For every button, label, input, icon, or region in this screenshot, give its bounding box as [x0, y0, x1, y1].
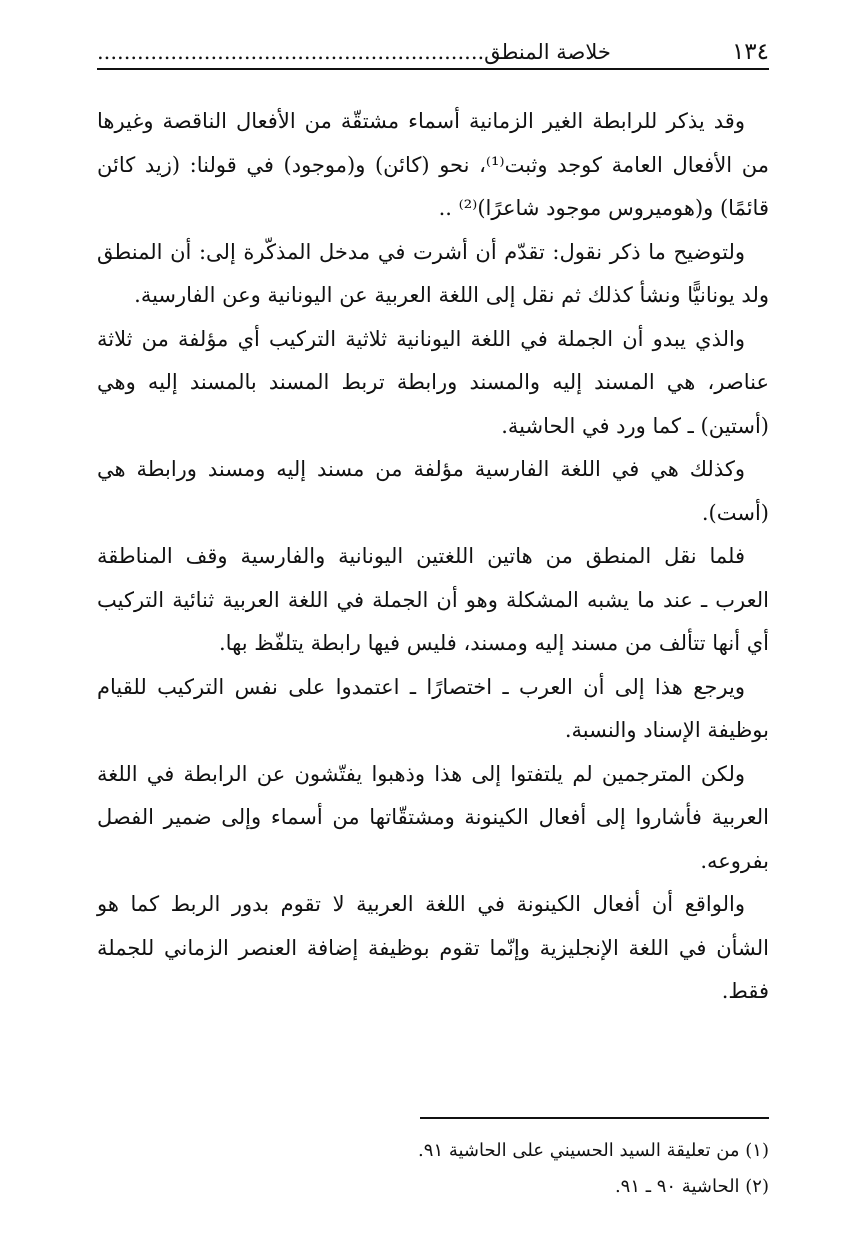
paragraph: ولكن المترجمين لم يلتفتوا إلى هذا وذهبوا يفتّشون عن الرابطة في اللغة العربية فأشاروا إلى أفعال الكينونة ومشتقّاتها من أسماء وإلى ضمير الفصل بفروعه. [97, 761, 769, 873]
paragraph: وكذلك هي في اللغة الفارسية مؤلفة من مسند إليه ومسند ورابطة هي (أست). [97, 457, 769, 525]
body-text [97, 100, 769, 1014]
footnote: (٢) الحاشية ٩٠ ـ ٩١. [614, 1176, 769, 1197]
paragraph: وقد يذكر للرابطة الغير الزمانية أسماء مشتقّة من الأفعال الناقصة وغيرها من الأفعال العامة كوجد وثبت⁽¹⁾، نحو (كائن) و(موجود) في قولنا: (زيد كائن قائمًا) و(هوميروس موجود شاعرًا)⁽²⁾ .. [97, 109, 769, 220]
paragraph: فلما نقل المنطق من هاتين اللغتين اليونانية والفارسية وقف المناطقة العرب ـ عند ما يشبه المشكلة وهو أن الجملة في اللغة العربية ثنائية التركيب أي أنها تتألف من مسند إليه ومسند، فليس فيها رابطة يتلفّظ بها. [97, 544, 769, 655]
page-number: ١٣٤ [731, 39, 769, 65]
paragraph: ولتوضيح ما ذكر نقول: تقدّم أن أشرت في مدخل المذكّرة إلى: أن المنطق ولد يونانيًّا ونشأ كذلك ثم نقل إلى اللغة العربية عن اليونانية وعن الفارسية. [97, 239, 769, 307]
footnote-divider [420, 1117, 769, 1119]
footnote: (١) من تعليقة السيد الحسيني على الحاشية ٩١. [418, 1140, 769, 1161]
page-header [97, 34, 769, 70]
paragraph: والذي يبدو أن الجملة في اللغة اليونانية ثلاثية التركيب أي مؤلفة من ثلاثة عناصر، هي المسند إليه والمسند ورابطة تربط المسند بالمسند إليه وهي (أستين) ـ كما ورد في الحاشية. [97, 326, 769, 438]
footnotes [97, 1133, 769, 1205]
paragraph: ويرجع هذا إلى أن العرب ـ اختصارًا ـ اعتمدوا على نفس التركيب للقيام بوظيفة الإسناد والنسبة. [97, 674, 769, 742]
paragraph: والواقع أن أفعال الكينونة في اللغة العربية لا تقوم بدور الربط كما هو الشأن في اللغة الإنجليزية وإنّما تقوم بوظيفة إضافة العنصر الزماني للجملة فقط. [97, 892, 769, 1003]
running-title: خلاصة المنطق.......................................................... [97, 40, 611, 64]
